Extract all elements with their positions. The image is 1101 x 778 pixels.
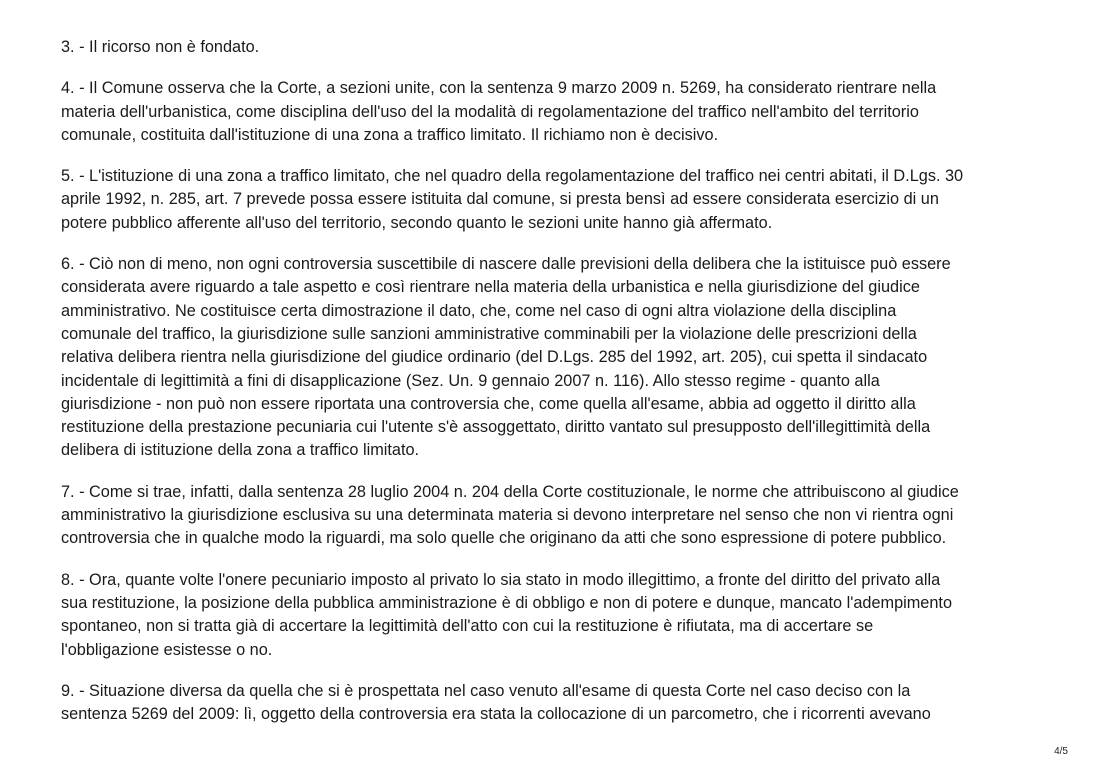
paragraph-7 — [61, 481, 1041, 551]
text-line: 6. - Ciò non di meno, non ogni controversia suscettibile di nascere dalle previsioni della delibera che la istituisce può essere — [61, 255, 951, 274]
paragraph-3 — [61, 36, 1041, 59]
text-line: giurisdizione - non può non essere riportata una controversia che, come quella all'esame, abbia ad oggetto il diritto alla — [61, 394, 916, 413]
paragraph-6 — [61, 253, 1041, 463]
text-line: l'obbligazione esistesse o no. — [61, 640, 273, 659]
text-line: restituzione della prestazione pecuniaria cui l'utente s'è assoggettato, diritto vantato sul presupposto dell'illegittimità della — [61, 418, 931, 437]
text-line: spontaneo, non si tratta già di accertare la legittimità dell'atto con cui la restituzione è rifiutata, ma di accertare se — [61, 617, 874, 636]
text-line: 5. - L'istituzione di una zona a traffico limitato, che nel quadro della regolamentazione del traffico nei centri abitati, il D.Lgs. 30 — [61, 167, 964, 186]
text-line: sua restituzione, la posizione della pubblica amministrazione è di obbligo e non di potere e dunque, mancato l'adempimento — [61, 593, 952, 612]
text-line: amministrativo. Ne costituisce certa dimostrazione il dato, che, come nel caso di ogni altra violazione della disciplina — [61, 301, 897, 320]
text-line: 8. - Ora, quante volte l'onere pecuniario imposto al privato lo sia stato in modo illegittimo, a fronte del diritto del privato alla — [61, 570, 941, 589]
text-line: considerata avere riguardo a tale aspetto e così rientrare nella materia della urbanistica e nella giurisdizione del giudice — [61, 278, 920, 297]
paragraph-8 — [61, 569, 1041, 662]
text-line: 3. - Il ricorso non è fondato. — [61, 38, 260, 56]
text-line: materia dell'urbanistica, come disciplina dell'uso del la modalità di regolamentazione del traffico nell'ambito del territorio — [61, 102, 919, 121]
text-line: aprile 1992, n. 285, art. 7 prevede possa essere istituita dal comune, si presta bensì ad essere considerata esercizio di un — [61, 190, 939, 209]
text-line: 4. - Il Comune osserva che la Corte, a sezioni unite, con la sentenza 9 marzo 2009 n. 5269, ha considerato rientrare nella — [61, 79, 937, 98]
text-line: incidentale di legittimità a fini di disapplicazione (Sez. Un. 9 gennaio 2007 n. 116). Allo stesso regime - quanto alla — [61, 371, 880, 390]
text-line: potere pubblico afferente all'uso del territorio, secondo quanto le sezioni unite hanno già affermato. — [61, 213, 773, 232]
text-line: relativa delibera rientra nella giurisdizione del giudice ordinario (del D.Lgs. 285 del 1992, art. 205), cui spetta il sindacato — [61, 348, 928, 367]
text-line: amministrativo la giurisdizione esclusiva su una determinata materia si devono interpretare nel senso che non vi rientra ogni — [61, 506, 954, 525]
text-line: 7. - Come si trae, infatti, dalla sentenza 28 luglio 2004 n. 204 della Corte costituzionale, le norme che attribuiscono al giudice — [61, 482, 959, 501]
page-number: 4/5 — [1054, 746, 1068, 757]
paragraph-5 — [61, 165, 1041, 235]
paragraph-4 — [61, 77, 1041, 147]
paragraph-9 — [61, 680, 1041, 727]
document-body — [61, 36, 1041, 744]
text-line: controversia che in qualche modo la riguardi, ma solo quelle che originano da atti che sono espressione di potere pubblico. — [61, 529, 947, 548]
text-line: comunale, costituita dall'istituzione di una zona a traffico limitato. Il richiamo non è decisivo. — [61, 125, 719, 144]
text-line: delibera di istituzione della zona a traffico limitato. — [61, 441, 420, 460]
text-line: 9. - Situazione diversa da quella che si è prospettata nel caso venuto all'esame di questa Corte nel caso deciso con la — [61, 681, 911, 700]
text-line: comunale del traffico, la giurisdizione sulle sanzioni amministrative comminabili per la violazione delle prescrizioni della — [61, 324, 917, 343]
text-line: sentenza 5269 del 2009: lì, oggetto della controversia era stata la collocazione di un parcometro, che i ricorrenti avevano — [61, 705, 931, 724]
